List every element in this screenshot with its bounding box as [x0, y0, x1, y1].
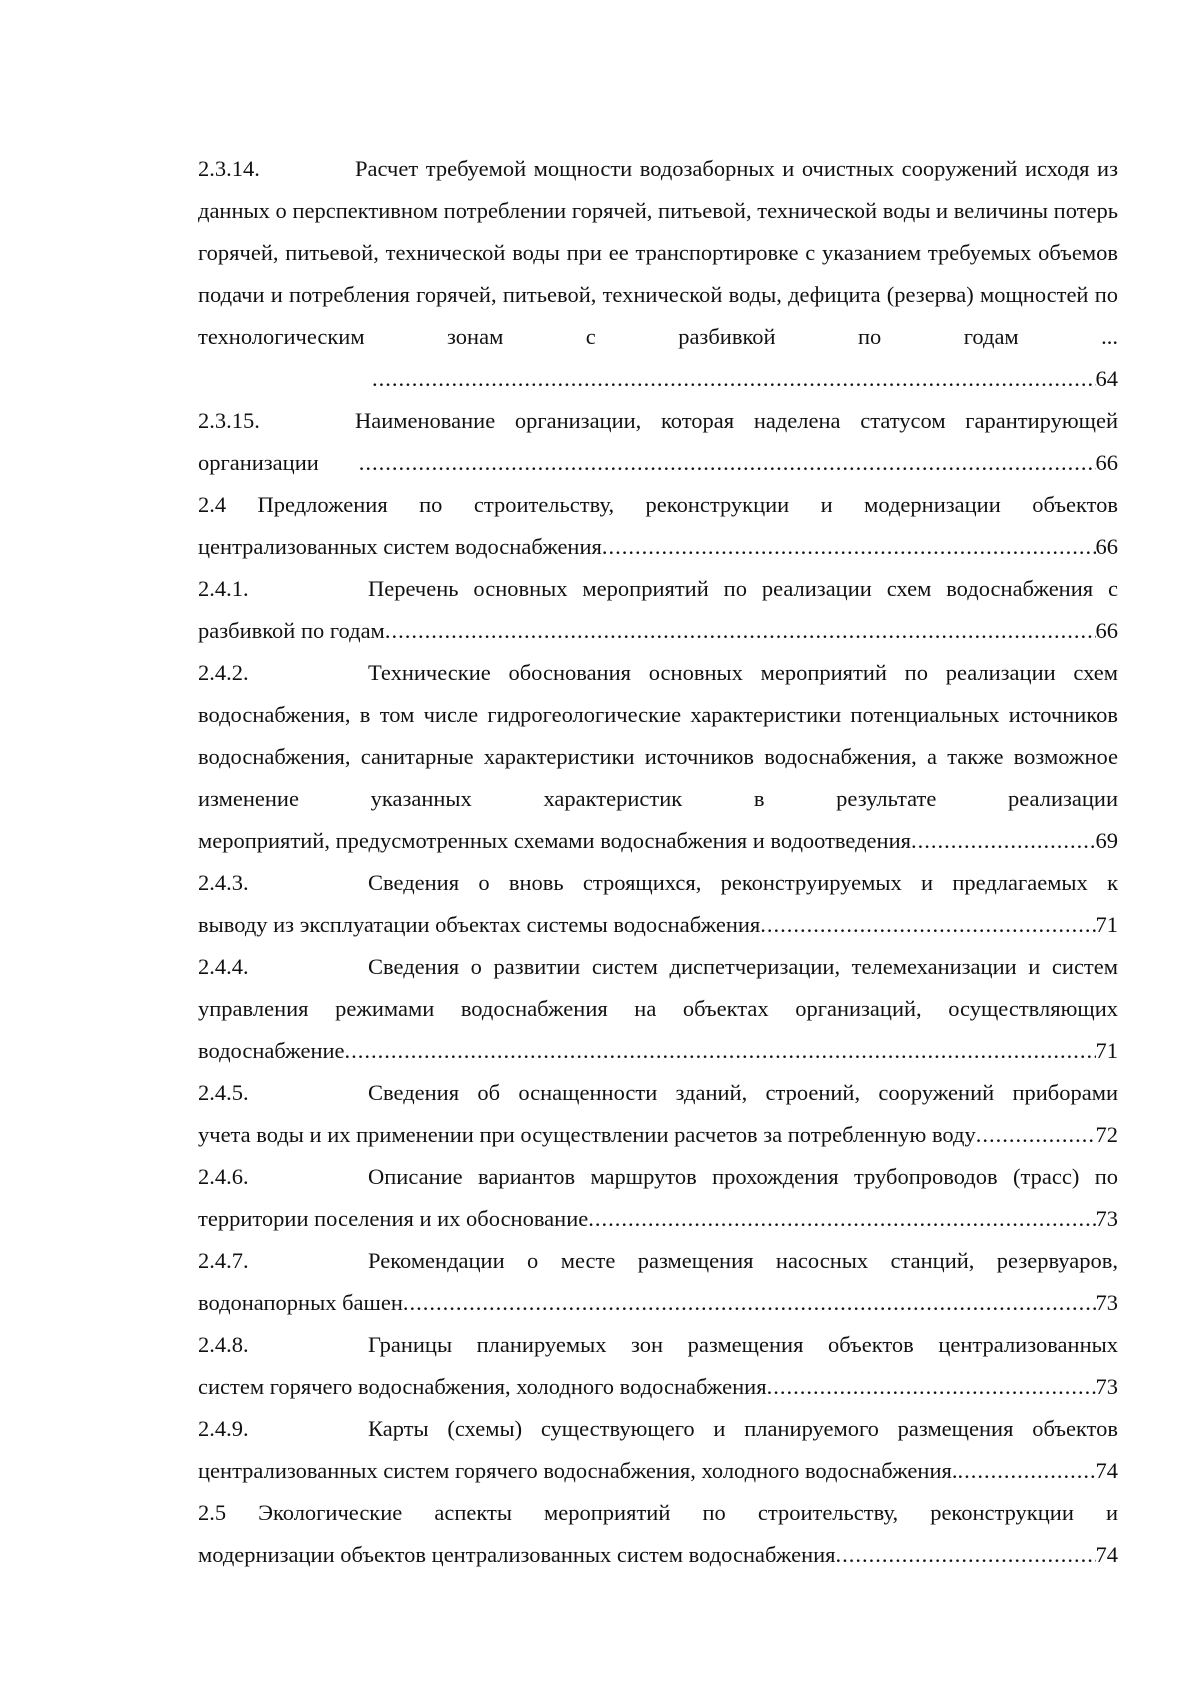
toc-entry-number: 2.3.15. [198, 408, 260, 433]
toc-entry-title-tail: систем горячего водоснабжения, холодного водоснабжения [198, 1374, 767, 1399]
toc-entry-text [198, 1156, 1118, 1198]
toc-page-number: 66 [1095, 534, 1118, 559]
toc-entry-number: 2.4.3. [198, 870, 249, 895]
toc-entry-title: Технические обоснования основных мероприятий по реализации схем водоснабжения, в том числе гидрогеологические характеристики потенциальных источников водоснабжения, санитарные характеристики источников водоснабжения, а также возможное изменение указанных характеристик в результате реализации [198, 660, 1118, 811]
toc-leader-line [198, 442, 1118, 484]
toc-entry-2-4-1[interactable] [198, 568, 1118, 652]
toc-entry-2-4[interactable] [198, 484, 1118, 568]
toc-page-number: 71 [1095, 1038, 1118, 1063]
toc-entry-text [198, 1324, 1118, 1366]
toc-entry-text [198, 946, 1118, 1030]
toc-entry-title: Расчет требуемой мощности водозаборных и очистных сооружений исходя из данных о перспективном потреблении горячей, питьевой, технической воды и величины потерь горячей, питьевой, технической воды при ее транспортировке с указанием требуемых объемов подачи и потребления горячей, питьевой, технической воды, дефицита (резерва) мощностей по технологическим зонам с разбивкой по годам ... [198, 156, 1118, 349]
toc-leader-line [198, 358, 1118, 400]
toc-page-number: 74 [1095, 1542, 1118, 1567]
toc-entry-2-4-2[interactable] [198, 652, 1118, 862]
toc-entry-title-tail: мероприятий, предусмотренных схемами водоснабжения и водоотведения [198, 828, 911, 853]
toc-entry-text [198, 484, 1118, 526]
dot-leader [767, 1366, 1096, 1408]
toc-entry-title-tail: учета воды и их применении при осуществлении расчетов за потребленную воду [198, 1122, 976, 1147]
dot-leader [345, 1030, 1096, 1072]
toc-entry-text [198, 1240, 1118, 1282]
toc-entry-title: Сведения о вновь строящихся, реконструируемых и предлагаемых к [368, 870, 1118, 895]
toc-entry-text [198, 568, 1118, 610]
toc-leader-line [198, 904, 1118, 946]
toc-entry-text [198, 148, 1118, 358]
dot-leader [588, 1198, 1095, 1240]
toc-entry-2-4-7[interactable] [198, 1240, 1118, 1324]
toc-entry-title-tail: организации [198, 450, 319, 475]
toc-entry-2-4-6[interactable] [198, 1156, 1118, 1240]
toc-entry-text [198, 1408, 1118, 1450]
toc-entry-title-tail: централизованных систем водоснабжения [198, 534, 602, 559]
toc-entry-number: 2.4.9. [198, 1416, 249, 1441]
toc-entry-number: 2.4.1. [198, 576, 249, 601]
toc-entry-title: Карты (схемы) существующего и планируемого размещения объектов [368, 1416, 1118, 1441]
toc-entry-text [198, 1492, 1118, 1534]
dot-leader [836, 1534, 1096, 1576]
toc-entry-number: 2.4.5. [198, 1080, 249, 1105]
toc-page-number: 71 [1095, 912, 1118, 937]
toc-entry-2-5[interactable] [198, 1492, 1118, 1576]
toc-page-number: 73 [1095, 1290, 1118, 1315]
toc-page-number: 73 [1095, 1206, 1118, 1231]
dot-leader [372, 358, 1096, 400]
toc-page [198, 148, 1118, 1576]
dot-leader [976, 1114, 1096, 1156]
toc-entry-number: 2.4.7. [198, 1248, 249, 1273]
toc-entry-title: Экологические аспекты мероприятий по строительству, реконструкции и [258, 1500, 1118, 1525]
toc-page-number: 72 [1095, 1122, 1118, 1147]
toc-entry-title-tail: разбивкой по годам [198, 618, 385, 643]
toc-page-number: 69 [1095, 828, 1118, 853]
toc-page-number: 66 [1095, 450, 1118, 475]
toc-entry-title-tail: модернизации объектов централизованных систем водоснабжения [198, 1542, 836, 1567]
toc-entry-title: Наименование организации, которая наделена статусом гарантирующей [355, 408, 1118, 433]
dot-leader [385, 610, 1096, 652]
toc-entry-number: 2.3.14. [198, 156, 260, 181]
toc-leader-line [198, 1198, 1118, 1240]
toc-entry-2-4-5[interactable] [198, 1072, 1118, 1156]
toc-entry-title: Описание вариантов маршрутов прохождения трубопроводов (трасс) по [368, 1164, 1118, 1189]
toc-entry-number: 2.4 [198, 492, 227, 517]
toc-entry-text [198, 652, 1118, 820]
toc-entry-text [198, 862, 1118, 904]
toc-entry-title: Предложения по строительству, реконструкции и модернизации объектов [257, 492, 1119, 517]
toc-entry-number: 2.4.4. [198, 954, 249, 979]
toc-entry-title-tail: выводу из эксплуатации объектах системы водоснабжения [198, 912, 761, 937]
toc-leader-line [198, 1114, 1118, 1156]
toc-entry-title: Рекомендации о месте размещения насосных станций, резервуаров, [368, 1248, 1118, 1273]
toc-entry-title-tail: территории поселения и их обоснование [198, 1206, 589, 1231]
toc-leader-line [198, 1366, 1118, 1408]
dot-leader [359, 442, 1096, 484]
toc-entry-title-tail: водонапорных башен [198, 1290, 403, 1315]
toc-entry-title: Сведения о развитии систем диспетчеризации, телемеханизации и систем управления режимами водоснабжения на объектах организаций, осуществляющих [198, 954, 1118, 1021]
toc-page-number: 66 [1095, 618, 1118, 643]
toc-entry-title: Сведения об оснащенности зданий, строений, сооружений приборами [368, 1080, 1118, 1105]
toc-entry-title: Границы планируемых зон размещения объектов централизованных [368, 1332, 1118, 1357]
toc-entry-2-4-3[interactable] [198, 862, 1118, 946]
dot-leader [957, 1450, 1095, 1492]
toc-page-number: 73 [1095, 1374, 1118, 1399]
dot-leader [760, 904, 1095, 946]
toc-entry-2-4-4[interactable] [198, 946, 1118, 1072]
toc-entry-title: Перечень основных мероприятий по реализации схем водоснабжения с [368, 576, 1118, 601]
toc-entry-title-tail: централизованных систем горячего водоснабжения, холодного водоснабжения. [198, 1458, 958, 1483]
toc-entry-title-tail: водоснабжение [198, 1038, 345, 1063]
toc-entry-number: 2.4.8. [198, 1332, 249, 1357]
toc-leader-line [198, 526, 1118, 568]
toc-page-number: 74 [1095, 1458, 1118, 1483]
toc-entry-2-4-9[interactable] [198, 1408, 1118, 1492]
toc-leader-line [198, 1282, 1118, 1324]
toc-leader-line [198, 1450, 1118, 1492]
toc-page-number: 64 [1095, 366, 1118, 391]
toc-entry-2-4-8[interactable] [198, 1324, 1118, 1408]
toc-entry-2-3-15[interactable] [198, 400, 1118, 484]
toc-entry-number: 2.4.6. [198, 1164, 249, 1189]
toc-leader-line [198, 820, 1118, 862]
toc-leader-line [198, 1534, 1118, 1576]
toc-leader-line [198, 610, 1118, 652]
toc-entry-number: 2.4.2. [198, 660, 249, 685]
toc-entry-number: 2.5 [198, 1500, 227, 1525]
toc-entry-2-3-14[interactable] [198, 148, 1118, 400]
toc-entry-text [198, 1072, 1118, 1114]
dot-leader [403, 1282, 1096, 1324]
toc-entry-text [198, 400, 1118, 442]
dot-leader [602, 526, 1096, 568]
toc-leader-line [198, 1030, 1118, 1072]
dot-leader [911, 820, 1096, 862]
